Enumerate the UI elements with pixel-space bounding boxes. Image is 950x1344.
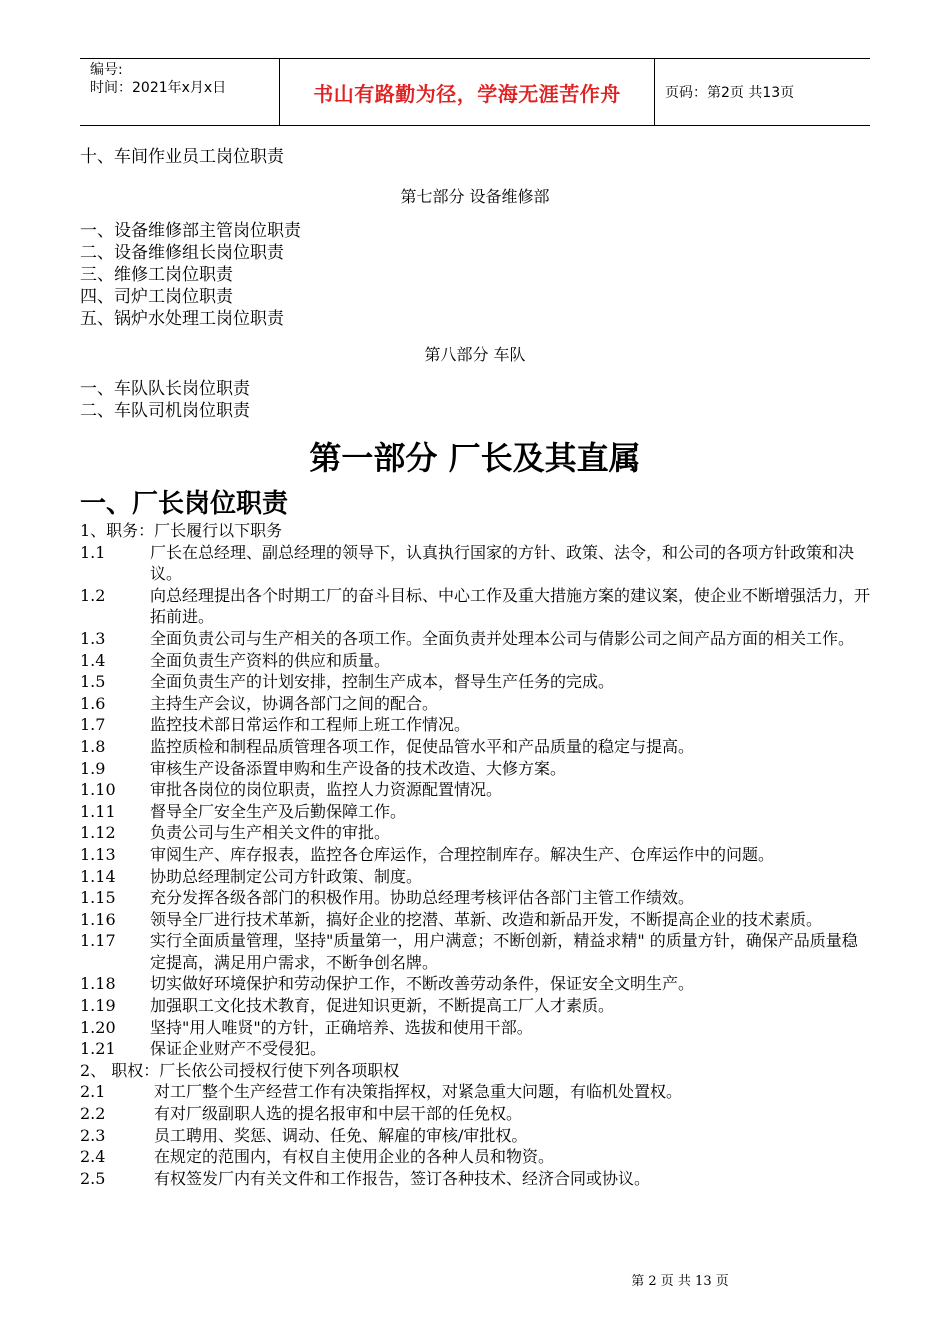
item-number: 1.21	[80, 1039, 116, 1059]
document-body	[80, 140, 870, 1189]
list-item	[80, 887, 870, 909]
item-number: 1.2	[80, 585, 106, 605]
list-item	[80, 628, 870, 650]
list-item	[80, 844, 870, 866]
list-item	[80, 585, 870, 628]
part1-title: 第一部分 厂长及其直属	[309, 439, 641, 477]
list-item	[80, 693, 870, 715]
item-number: 1.20	[80, 1017, 116, 1037]
list-item	[80, 995, 870, 1017]
toc-item: 二、设备维修组长岗位职责	[80, 243, 284, 263]
item-number: 1.5	[80, 672, 106, 692]
list-item	[80, 671, 870, 693]
item-number: 2.3	[80, 1125, 106, 1145]
item-text: 督导全厂安全生产及后勤保障工作。	[150, 801, 407, 821]
item-number: 1.10	[80, 780, 116, 800]
document-time-label: 时间：2021年x月x日	[90, 80, 227, 96]
item-text: 审阅生产、库存报表，监控各仓库运作，合理控制库存。解决生产、仓库运作中的问题。	[150, 844, 775, 864]
header-motto: 书山有路勤为径，学海无涯苦作舟	[280, 59, 655, 125]
section1-title: 一、厂长岗位职责	[80, 489, 289, 519]
item-number: 1.15	[80, 888, 116, 908]
item-number: 1.6	[80, 693, 106, 713]
toc-item: 五、锅炉水处理工岗位职责	[80, 309, 284, 329]
item-text: 保证企业财产不受侵犯。	[150, 1039, 327, 1059]
item-text: 监控质检和制程品质管理各项工作，促使品管水平和产品质量的稳定与提高。	[150, 736, 695, 756]
list-item	[80, 1017, 870, 1039]
toc-item: 三、维修工岗位职责	[80, 265, 233, 285]
toc-item: 十、车间作业员工岗位职责	[80, 147, 284, 167]
item-text: 向总经理提出各个时期工厂的奋斗目标、中心工作及重大措施方案的建议案，使企业不断增强活力，开拓前进。	[150, 585, 871, 627]
list-item	[80, 1081, 870, 1103]
item-number: 1.18	[80, 974, 116, 994]
item-number: 2.4	[80, 1147, 106, 1167]
list-item	[80, 650, 870, 672]
item-text: 加强职工文化技术教育，促进知识更新，不断提高工厂人才素质。	[150, 996, 615, 1016]
list-item	[80, 1125, 870, 1147]
item-number: 1.12	[80, 823, 116, 843]
item-text: 领导全厂进行技术革新，搞好企业的挖潜、革新、改造和新品开发，不断提高企业的技术素质。	[150, 909, 823, 929]
duties-list	[80, 542, 870, 1060]
item-number: 1.4	[80, 650, 106, 670]
powers-heading: 2、 职权：厂长依公司授权行使下列各项职权	[80, 1060, 400, 1080]
list-item	[80, 930, 870, 973]
item-text: 实行全面质量管理，坚持"质量第一，用户满意；不断创新，精益求精" 的质量方针，确保产品质量稳定提高，满足用户需求，不断争创名牌。	[150, 931, 858, 972]
item-number: 1.3	[80, 628, 106, 648]
list-item	[80, 801, 870, 823]
item-text: 负责公司与生产相关文件的审批。	[150, 823, 391, 843]
toc-part7-title: 第七部分 设备维修部	[400, 187, 550, 206]
list-item	[80, 822, 870, 844]
list-item	[80, 779, 870, 801]
item-text: 审核生产设备添置申购和生产设备的技术改造、大修方案。	[150, 758, 567, 778]
toc-item: 一、车队队长岗位职责	[80, 379, 250, 399]
item-text: 切实做好环境保护和劳动保护工作，不断改善劳动条件，保证安全文明生产。	[150, 974, 695, 994]
item-text: 全面负责生产的计划安排，控制生产成本，督导生产任务的完成。	[150, 672, 615, 692]
document-number-label: 编号:	[90, 62, 123, 78]
item-number: 1.19	[80, 996, 116, 1016]
item-text: 协助总经理制定公司方针政策、制度。	[150, 866, 423, 886]
item-number: 2.5	[80, 1168, 106, 1188]
item-text: 审批各岗位的岗位职责，监控人力资源配置情况。	[150, 780, 503, 800]
item-text: 在规定的范围内，有权自主使用企业的各种人员和物资。	[154, 1147, 555, 1167]
item-number: 1.1	[80, 542, 106, 562]
item-number: 1.9	[80, 758, 106, 778]
item-text: 监控技术部日常运作和工程师上班工作情况。	[150, 715, 471, 735]
list-item	[80, 758, 870, 780]
item-number: 1.14	[80, 866, 116, 886]
list-item	[80, 1168, 870, 1190]
item-number: 1.17	[80, 931, 116, 951]
item-text: 充分发挥各级各部门的积极作用。协助总经理考核评估各部门主管工作绩效。	[150, 888, 695, 908]
list-item	[80, 909, 870, 931]
item-text: 员工聘用、奖惩、调动、任免、解雇的审核/审批权。	[154, 1125, 528, 1145]
duties-heading: 1、职务：厂长履行以下职务	[80, 521, 283, 540]
list-item	[80, 542, 870, 585]
toc-item: 四、司炉工岗位职责	[80, 287, 233, 307]
list-item	[80, 866, 870, 888]
list-item	[80, 973, 870, 995]
page-footer: 第 2 页 共 13 页	[631, 1274, 729, 1289]
powers-list	[80, 1081, 870, 1189]
item-text: 有对厂级副职人选的提名报审和中层干部的任免权。	[154, 1104, 523, 1124]
item-text: 主持生产会议，协调各部门之间的配合。	[150, 693, 439, 713]
item-number: 1.11	[80, 801, 116, 821]
toc-part8-title: 第八部分 车队	[424, 345, 526, 364]
item-text: 有权签发厂内有关文件和工作报告，签订各种技术、经济合同或协议。	[154, 1168, 651, 1188]
item-number: 2.1	[80, 1082, 106, 1102]
item-number: 2.2	[80, 1104, 106, 1124]
item-text: 厂长在总经理、副总经理的领导下，认真执行国家的方针、政策、法令，和公司的各项方针政策和决议。	[150, 542, 855, 584]
item-number: 1.8	[80, 736, 106, 756]
item-number: 1.7	[80, 715, 106, 735]
header-meta	[80, 59, 280, 125]
page-header	[80, 58, 870, 126]
item-number: 1.16	[80, 909, 116, 929]
list-item	[80, 714, 870, 736]
item-text: 坚持"用人唯贤"的方针，正确培养、选拔和使用干部。	[150, 1017, 533, 1037]
list-item	[80, 1103, 870, 1125]
list-item	[80, 1038, 870, 1060]
list-item	[80, 736, 870, 758]
item-text: 全面负责公司与生产相关的各项工作。全面负责并处理本公司与倩影公司之间产品方面的相关工作。	[150, 628, 855, 648]
item-number: 1.13	[80, 844, 116, 864]
header-page-label: 页码：第2页 共13页	[665, 85, 795, 101]
item-text: 对工厂整个生产经营工作有决策指挥权，对紧急重大问题，有临机处置权。	[154, 1082, 683, 1102]
toc-item: 二、车队司机岗位职责	[80, 401, 250, 421]
toc-item: 一、设备维修部主管岗位职责	[80, 221, 301, 241]
list-item	[80, 1146, 870, 1168]
item-text: 全面负责生产资料的供应和质量。	[150, 650, 391, 670]
